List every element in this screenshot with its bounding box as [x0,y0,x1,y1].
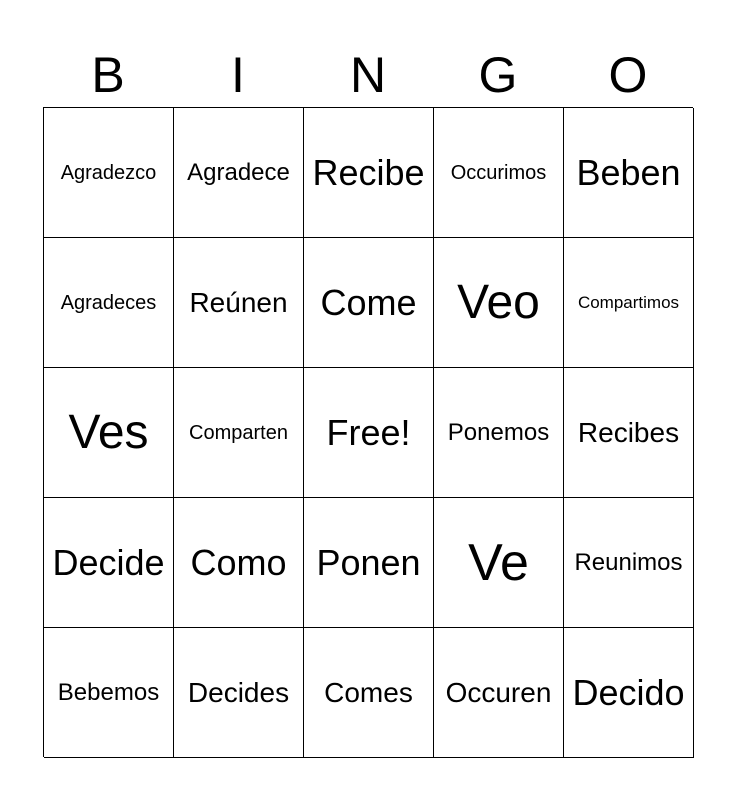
bingo-cell[interactable]: Agradeces [44,238,174,368]
bingo-cell[interactable]: Ve [434,498,564,628]
bingo-cell[interactable]: Agradezco [44,108,174,238]
header-letter-g: G [478,47,518,103]
bingo-cell[interactable]: Ves [44,368,174,498]
bingo-cell[interactable]: Beben [564,108,694,238]
bingo-cell[interactable]: Come [304,238,434,368]
bingo-cell[interactable]: Compartimos [564,238,694,368]
header-letter-o: O [608,47,648,103]
bingo-header [43,42,693,108]
header-letter-b: B [91,47,125,103]
bingo-cell[interactable]: Decido [564,628,694,758]
bingo-board [43,107,693,757]
bingo-cell[interactable]: Reunimos [564,498,694,628]
header-letter-n: N [349,47,387,103]
bingo-cell[interactable]: Veo [434,238,564,368]
bingo-cell[interactable]: Como [174,498,304,628]
bingo-cell[interactable]: Ponemos [434,368,564,498]
bingo-cell[interactable]: Decides [174,628,304,758]
free-space-cell[interactable]: Free! [304,368,434,498]
bingo-cell[interactable]: Comparten [174,368,304,498]
bingo-cell[interactable]: Reúnen [174,238,304,368]
bingo-cell[interactable]: Ponen [304,498,434,628]
bingo-cell[interactable]: Recibes [564,368,694,498]
bingo-cell[interactable]: Recibe [304,108,434,238]
bingo-cell[interactable]: Bebemos [44,628,174,758]
bingo-cell[interactable]: Decide [44,498,174,628]
bingo-cell[interactable]: Occuren [434,628,564,758]
bingo-cell[interactable]: Comes [304,628,434,758]
bingo-cell[interactable]: Occurimos [434,108,564,238]
header-letter-i: I [231,47,245,103]
bingo-cell[interactable]: Agradece [174,108,304,238]
